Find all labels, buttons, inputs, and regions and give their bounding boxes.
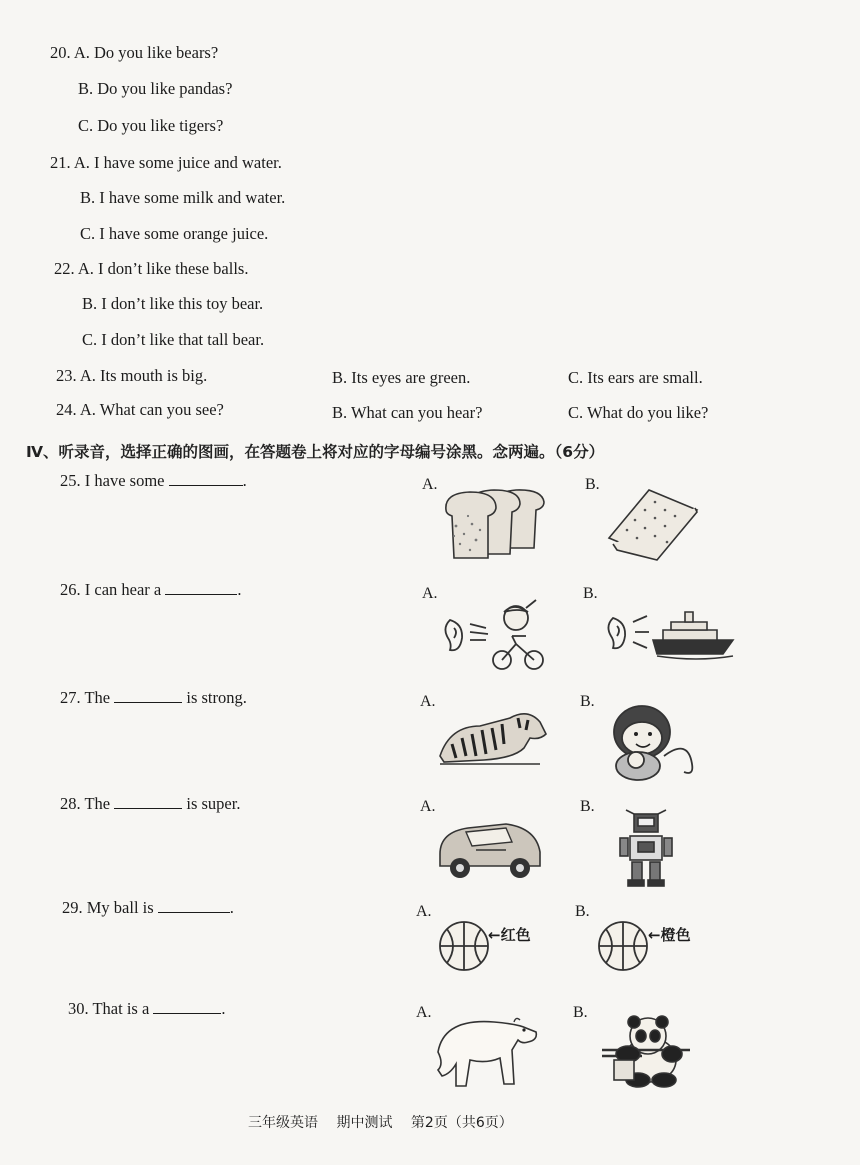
car-icon	[436, 818, 544, 880]
question-23-b: B. Its eyes are green.	[332, 368, 471, 387]
tiger-icon	[436, 706, 548, 770]
option-b-label: B.	[580, 693, 595, 710]
question-30: 30. That is a .	[68, 999, 226, 1018]
answer-blank	[165, 593, 237, 595]
question-21-b: B. I have some milk and water.	[80, 188, 286, 207]
answer-blank	[158, 911, 230, 913]
question-27: 27. The is strong.	[60, 688, 247, 707]
ball-icon	[597, 920, 649, 972]
question-21-c: C. I have some orange juice.	[80, 224, 269, 243]
question-20-a: 20. A. Do you like bears?	[50, 43, 219, 62]
option-a-label: A.	[420, 798, 436, 815]
question-22-a: 22. A. I don’t like these balls.	[54, 259, 249, 278]
bread-icon	[440, 486, 552, 560]
question-23-a: 23. A. Its mouth is big.	[56, 366, 208, 385]
option-b-label: B.	[580, 798, 595, 815]
question-25: 25. I have some .	[60, 471, 247, 490]
monkey-icon	[608, 700, 700, 784]
biscuit-icon	[605, 486, 701, 562]
question-20-b: B. Do you like pandas?	[78, 79, 233, 98]
question-26: 26. I can hear a .	[60, 580, 242, 599]
bike-icon	[440, 598, 550, 670]
question-29: 29. My ball is .	[62, 898, 234, 917]
option-a-label: A.	[416, 1004, 432, 1021]
ship-icon	[605, 608, 735, 660]
ball-icon	[438, 920, 490, 972]
section-4-heading: Ⅳ、听录音，选择正确的图画，在答题卷上将对应的字母编号涂黑。念两遍。（6分）	[26, 443, 605, 461]
option-b-label: B.	[585, 476, 600, 493]
bear-icon	[434, 1012, 540, 1088]
question-28: 28. The is super.	[60, 794, 241, 813]
option-a-label: A.	[416, 903, 432, 920]
question-20-c: C. Do you like tigers?	[78, 116, 224, 135]
answer-blank	[153, 1012, 221, 1014]
question-22-c: C. I don’t like that tall bear.	[82, 330, 265, 349]
question-24-b: B. What can you hear?	[332, 403, 483, 422]
option-a-label: A.	[422, 476, 438, 493]
question-24-a: 24. A. What can you see?	[56, 400, 224, 419]
question-24-c: C. What do you like?	[568, 403, 709, 422]
option-b-label: B.	[573, 1004, 588, 1021]
answer-blank	[114, 701, 182, 703]
ball-caption-a: ←红色	[488, 926, 531, 944]
option-a-label: A.	[420, 693, 436, 710]
option-b-label: B.	[583, 585, 598, 602]
question-21-a: 21. A. I have some juice and water.	[50, 153, 282, 172]
ball-caption-b: ←橙色	[648, 926, 691, 944]
answer-blank	[114, 807, 182, 809]
page-footer	[248, 1112, 527, 1132]
panda-icon	[598, 1014, 694, 1088]
footer-exam: 期中测试	[336, 1115, 393, 1131]
answer-blank	[169, 484, 243, 486]
option-b-label: B.	[575, 903, 590, 920]
option-a-label: A.	[422, 585, 438, 602]
footer-page-number: 第2页（共6页）	[410, 1115, 513, 1131]
robot-icon	[618, 808, 674, 888]
footer-subject: 三年级英语	[248, 1115, 318, 1131]
question-23-c: C. Its ears are small.	[568, 368, 703, 387]
question-22-b: B. I don’t like this toy bear.	[82, 294, 264, 313]
